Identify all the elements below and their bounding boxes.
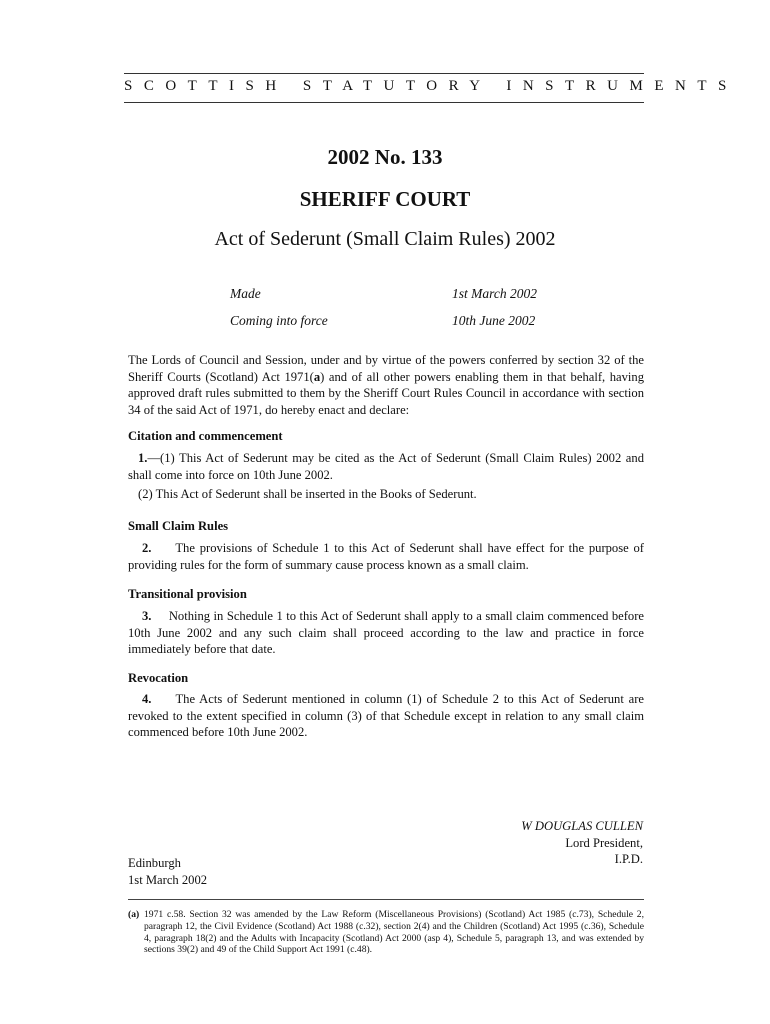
section-1-2: (2) This Act of Sederunt shall be inserted in the Books of Sederunt. bbox=[138, 487, 477, 501]
heading-transitional: Transitional provision bbox=[128, 587, 247, 601]
coming-into-force-date: 10th June 2002 bbox=[452, 313, 536, 328]
signature-block bbox=[521, 818, 643, 868]
series-band bbox=[124, 73, 738, 103]
section-2 bbox=[128, 540, 644, 573]
section-2-text: The provisions of Schedule 1 to this Act of Sederunt shall have effect for the purpose of providing rules for the form of summary cause process known as a small claim. bbox=[128, 541, 644, 572]
section-3-number: 3. bbox=[142, 609, 152, 623]
made-date: 1st March 2002 bbox=[452, 286, 537, 301]
section-4-text: The Acts of Sederunt mentioned in column (1) of Schedule 2 to this Act of Sederunt are revoked to the extent specified in column (3) of that Schedule except in relation to any small claim commenced before 10th June 2002. bbox=[128, 692, 644, 739]
signatory-abbreviation: I.P.D. bbox=[614, 852, 643, 866]
heading-citation: Citation and commencement bbox=[128, 429, 283, 443]
footnote-mark: (a) bbox=[128, 909, 140, 920]
footnote-divider bbox=[128, 899, 644, 900]
section-1 bbox=[128, 450, 644, 483]
heading-revocation: Revocation bbox=[128, 671, 189, 685]
coming-into-force-label: Coming into force bbox=[230, 313, 328, 328]
preamble-text-2: ) and of all other powers enabling them in that behalf, having approved draft rules submitted to them by the Sheriff Court Rules Council in accordance with section 34 of the said Act of 1971, do hereby enact and declare: bbox=[128, 369, 644, 417]
section-1-text: —(1) This Act of Sederunt may be cited as the Act of Sederunt (Small Claim Rules) 2002 and shall come into force on 10th June 2002. bbox=[128, 451, 644, 482]
act-title: Act of Sederunt (Small Claim Rules) 2002 bbox=[214, 228, 556, 250]
footnote-ref-a: a bbox=[313, 369, 321, 384]
footnote-a bbox=[128, 909, 644, 956]
section-4-number: 4. bbox=[142, 692, 152, 706]
section-2-number: 2. bbox=[142, 541, 152, 555]
preamble-text-1: The Lords of Council and Session, under and by virtue of the powers conferred by section 32 of the Sheriff Courts (Scotland) Act 1971( bbox=[128, 353, 644, 384]
section-3-text: Nothing in Schedule 1 to this Act of Sederunt shall apply to a small claim commenced before 10th June 2002 and any such claim shall proceed according to the law and practice in force immediately before that date. bbox=[128, 609, 645, 656]
signing-date: 1st March 2002 bbox=[128, 872, 208, 887]
section-1-number: 1. bbox=[138, 451, 148, 465]
heading-small-claim-rules: Small Claim Rules bbox=[128, 519, 229, 533]
place: Edinburgh bbox=[128, 856, 181, 870]
section-4 bbox=[128, 691, 644, 741]
signatory-role: Lord President, bbox=[565, 835, 643, 850]
instrument-subject: SHERIFF COURT bbox=[299, 187, 471, 211]
preamble bbox=[128, 352, 644, 418]
place-date-block bbox=[128, 855, 207, 888]
series-title: SCOTTISH STATUTORY INSTRUMENTS bbox=[124, 78, 738, 94]
instrument-number: 2002 No. 133 bbox=[327, 145, 443, 169]
signatory-name: W DOUGLAS CULLEN bbox=[521, 819, 643, 833]
made-label: Made bbox=[230, 286, 261, 301]
footnote-text: 1971 c.58. Section 32 was amended by the Law Reform (Miscellaneous Provisions) (Scotland) Act 1985 (c.73), Schedule 2, paragraph 12, the Civil Evidence (Scotland) Act 1988 (c.32), section 2(4) and the Children (Scotland) Act 1995 (c.36), Schedule 4, paragraph 18(2) and the Adults with Incapacity (Scotland) Act 2000 (asp 4), Schedule 5, paragraph 13, and was extended by sections 39(2) and 49 of the Child Support Act 1991 (c.48). bbox=[144, 909, 644, 956]
section-3 bbox=[128, 608, 644, 658]
